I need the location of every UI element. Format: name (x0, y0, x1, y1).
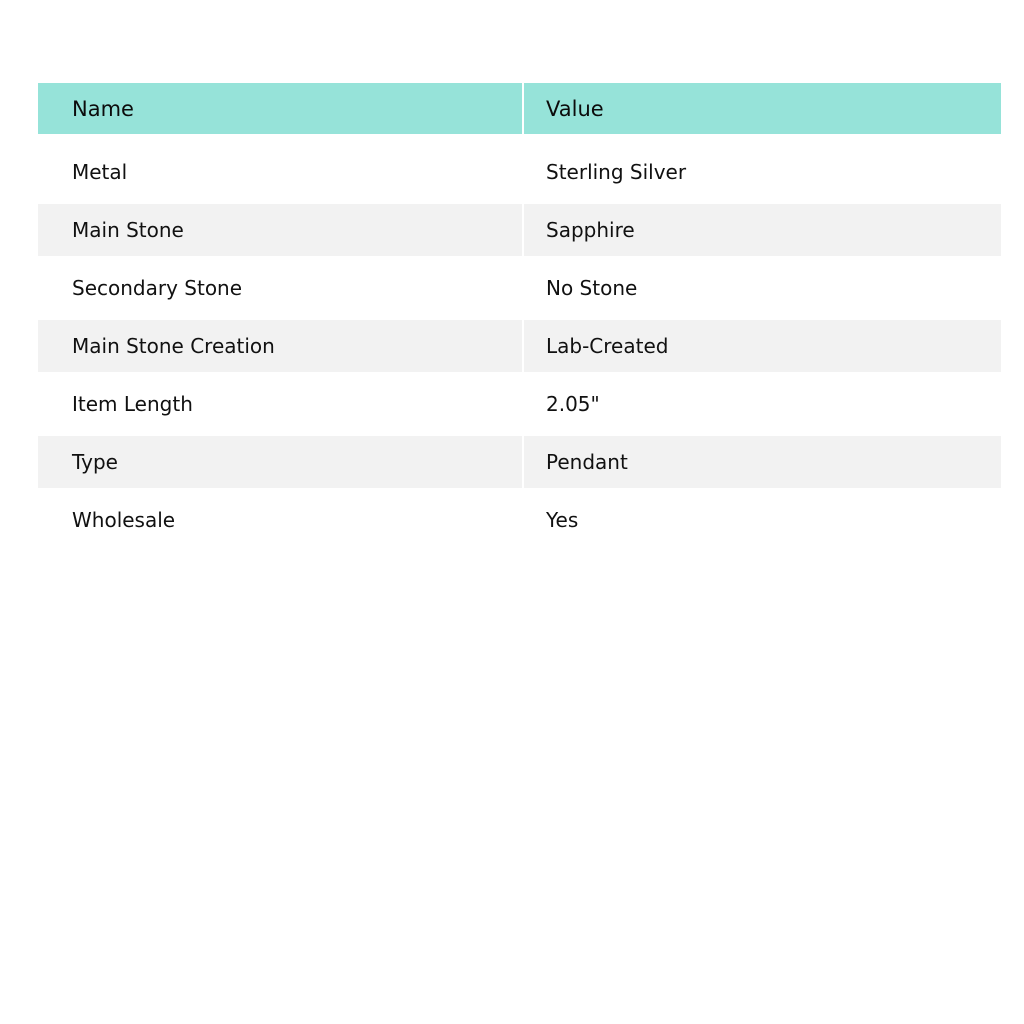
row-name-cell: Main Stone (38, 204, 523, 256)
row-name-cell: Type (38, 436, 523, 488)
row-value-cell: No Stone (523, 256, 1001, 320)
row-value-cell: Lab-Created (523, 320, 1001, 372)
column-header-name: Name (38, 83, 523, 134)
table-header (38, 83, 1001, 134)
row-name-cell: Metal (38, 134, 523, 204)
row-name-cell: Item Length (38, 372, 523, 436)
header-row (38, 83, 1001, 134)
table-row (38, 134, 1001, 204)
row-value-cell: Pendant (523, 436, 1001, 488)
table-row (38, 256, 1001, 320)
row-name-cell: Wholesale (38, 488, 523, 552)
table-body (38, 134, 1001, 552)
row-value-cell: 2.05" (523, 372, 1001, 436)
row-value-cell: Sapphire (523, 204, 1001, 256)
spec-table (38, 83, 1001, 552)
column-header-value: Value (523, 83, 1001, 134)
row-name-cell: Secondary Stone (38, 256, 523, 320)
table-row (38, 204, 1001, 256)
row-value-cell: Yes (523, 488, 1001, 552)
table-row (38, 372, 1001, 436)
row-name-cell: Main Stone Creation (38, 320, 523, 372)
table-row (38, 436, 1001, 488)
table-row (38, 488, 1001, 552)
row-value-cell: Sterling Silver (523, 134, 1001, 204)
table-row (38, 320, 1001, 372)
